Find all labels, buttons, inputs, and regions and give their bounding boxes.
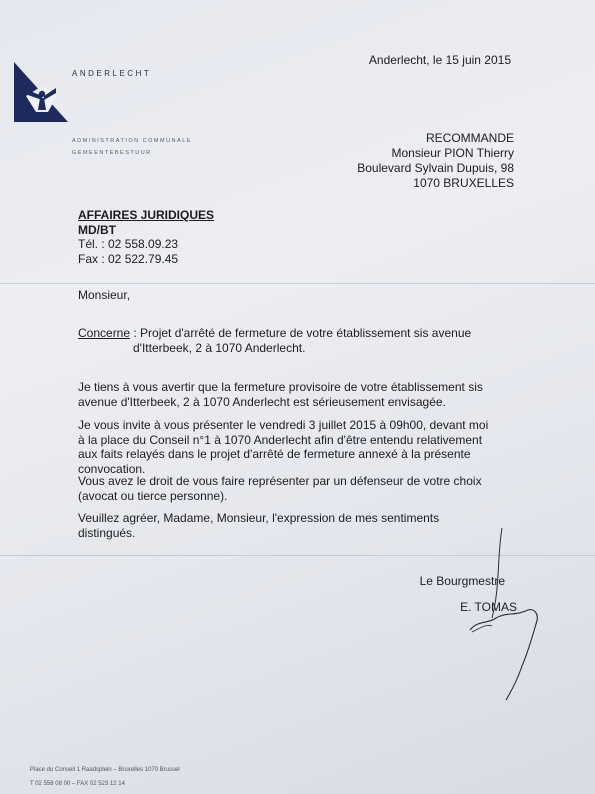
recipient-mode: RECOMMANDE: [425, 131, 514, 145]
signatory-title: Le Bourgmestre: [419, 574, 505, 588]
logo-subtitle: ADMINISTRATION COMMUNALE: [72, 138, 192, 144]
recipient-name: Monsieur PION Thierry: [391, 146, 514, 160]
recipient-street: Boulevard Sylvain Dupuis, 98: [357, 161, 514, 175]
logo-subtitle: GEMEENTEBESTUUR: [72, 150, 152, 156]
department-fax: Fax : 02 522.79.45: [78, 251, 179, 266]
letter-date: Anderlecht, le 15 juin 2015: [368, 53, 511, 67]
subject-text: : Projet d'arrêté de fermeture de votre établissement sis avenue: [130, 326, 472, 340]
paper-fold-line: [0, 283, 595, 284]
department-block: [78, 208, 214, 266]
handwritten-signature-icon: [462, 528, 552, 708]
recipient-city: 1070 BRUXELLES: [413, 176, 514, 190]
body-paragraph: Je tiens à vous avertir que la fermeture provisoire de votre établissement sis avenue d'Itterbeek, 2 à 1070 Anderlecht est sérieusement envisagée.: [78, 380, 483, 409]
body-paragraph: Je vous invite à vous présenter le vendredi 3 juillet 2015 à 09h00, devant moi à la place du Conseil n°1 à 1070 Anderlecht afin d'être entendu relativement aux faits relayés dans le projet d'arrêté de fermeture annexé à la présente convocation.: [78, 418, 489, 476]
logo-name: ANDERLECHT: [72, 69, 152, 78]
anderlecht-logo-icon: [12, 60, 70, 124]
department-title: AFFAIRES JURIDIQUES: [78, 208, 215, 222]
recipient-address: [357, 131, 514, 191]
footer-contact: T 02 558 08 00 – FAX 02 523 12 14: [30, 781, 125, 787]
closing-paragraph: Veuillez agréer, Madame, Monsieur, l'expression de mes sentiments distingués.: [78, 511, 440, 540]
department-reference: MD/BT: [78, 222, 116, 237]
subject-label: Concerne: [78, 326, 131, 340]
body-paragraph: Vous avez le droit de vous faire représenter par un défenseur de votre choix (avocat ou tierce personne).: [78, 474, 482, 503]
department-phone: Tél. : 02 558.09.23: [78, 237, 179, 251]
subject-text-continued: d'Itterbeek, 2 à 1070 Anderlecht.: [133, 341, 306, 355]
salutation: Monsieur,: [78, 288, 131, 302]
subject-block: [78, 326, 498, 356]
signatory-name: E. TOMAS: [460, 600, 517, 614]
footer-address: Place du Conseil 1 Raadsplein – Bruxelles 1070 Brussel: [30, 767, 180, 773]
